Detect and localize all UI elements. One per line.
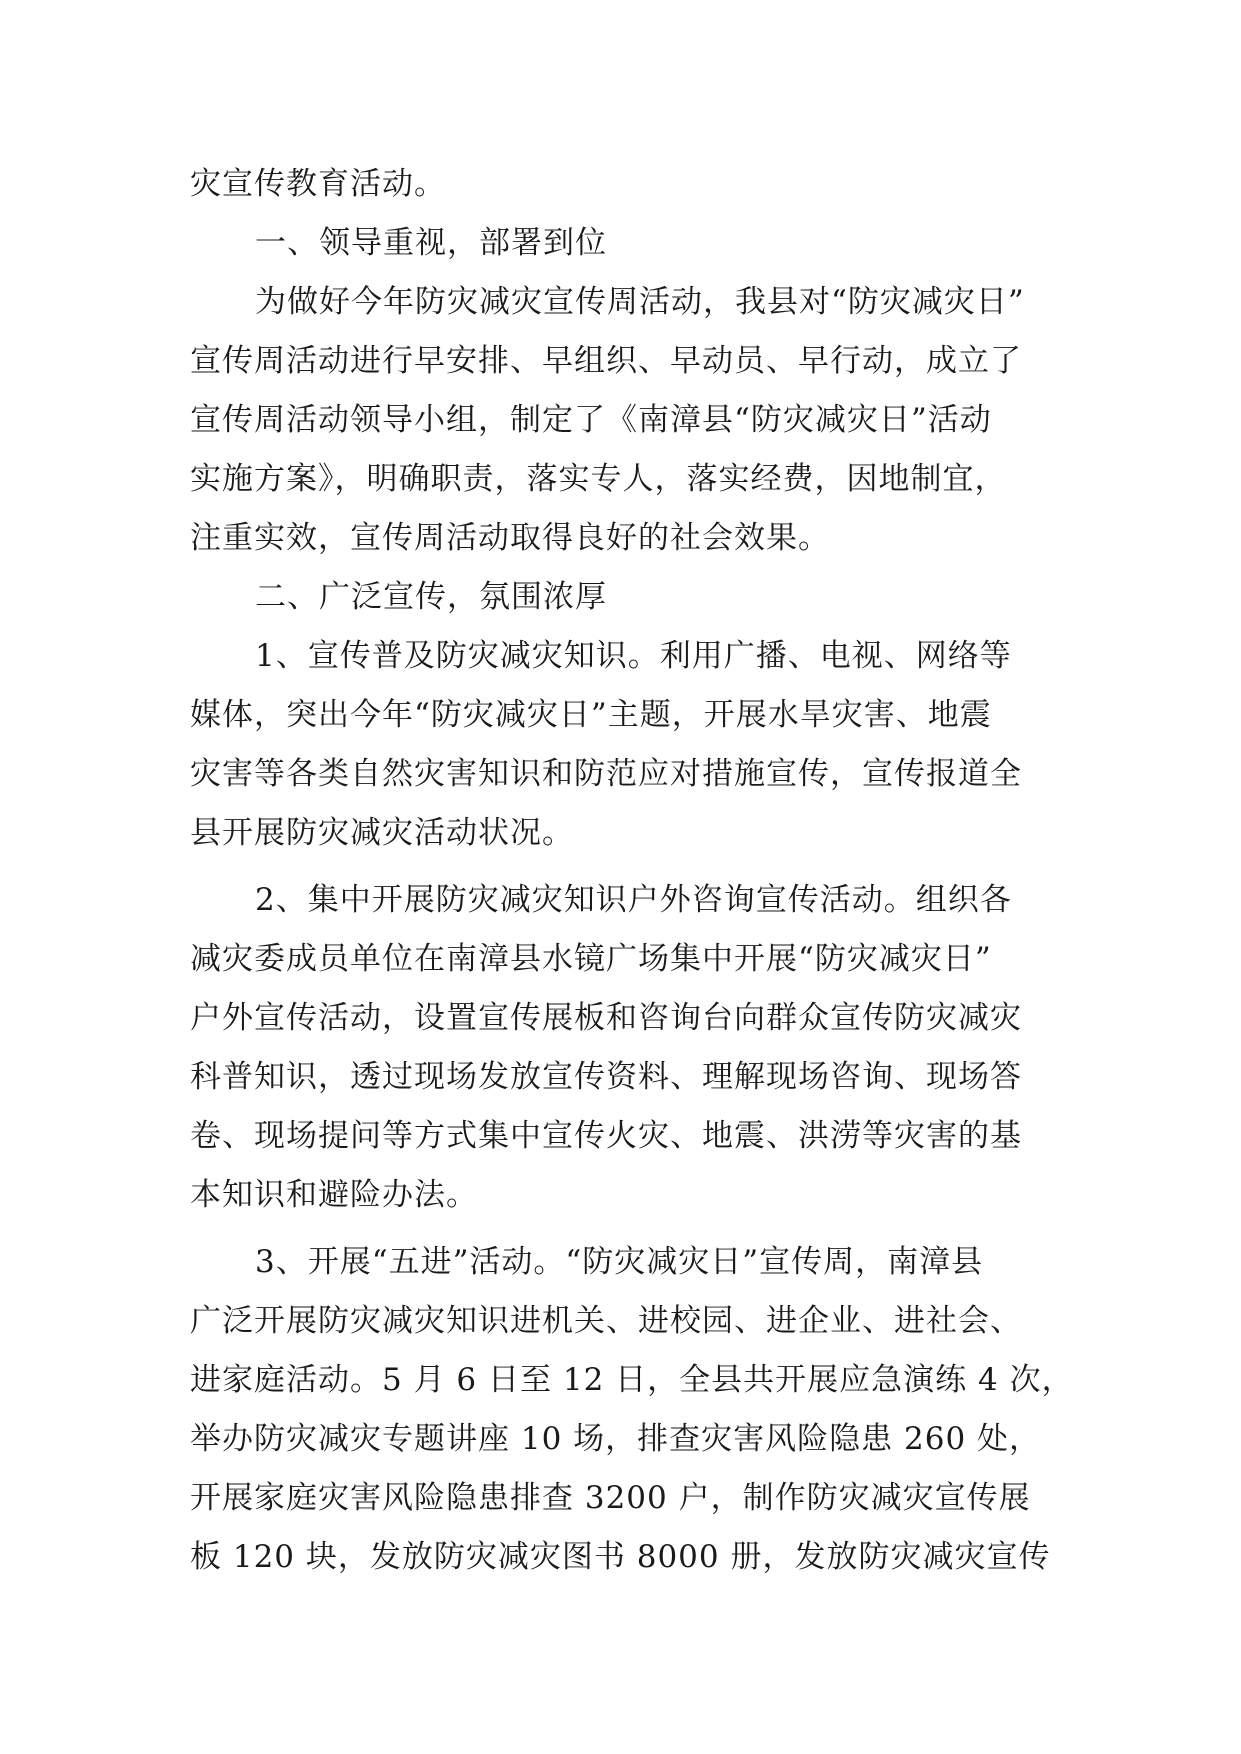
text-line: 科普知识，透过现场发放宣传资料、理解现场咨询、现场答 [190,1059,1022,1095]
text-line: 实施方案》，明确职责，落实专人，落实经费，因地制宜， [190,461,1007,497]
text-line: 1、宣传普及防灾减灾知识。利用广播、电视、网络等 [255,638,1012,674]
text-line: 减灾委成员单位在南漳县水镜广场集中开展“防灾减灾日” [190,941,992,977]
paragraph-leadership [190,273,1040,568]
text-line: 开展家庭灾害风险隐患排查 3200 户，制作防灾减灾宣传展 [190,1480,1031,1516]
paragraph-continuation [190,155,1040,214]
text-line: 媒体，突出今年“防灾减灾日”主题，开展水旱灾害、地震 [190,697,992,733]
text-line: 广泛开展防灾减灾知识进机关、进校园、进企业、进社会、 [190,1303,1022,1339]
text-line: 县开展防灾减灾活动状况。 [190,815,574,851]
text-line: 户外宣传活动，设置宣传展板和咨询台向群众宣传防灾减灾 [190,1000,1022,1036]
heading-line: 二、广泛宣传，氛围浓厚 [255,579,607,615]
paragraph-item-1 [190,627,1040,863]
section-heading-2 [190,568,1040,627]
text-line: 进家庭活动。5 月 6 日至 12 日，全县共开展应急演练 4 次， [190,1362,1074,1398]
text-line: 宣传周活动进行早安排、早组织、早动员、早行动，成立了 [190,343,1022,379]
text-line: 2、集中开展防灾减灾知识户外咨询宣传活动。组织各 [255,882,1012,918]
heading-line: 一、领导重视，部署到位 [255,225,607,261]
text-line: 灾宣传教育活动。 [190,166,446,202]
paragraph-item-2 [190,871,1040,1225]
text-line: 为做好今年防灾减灾宣传周活动，我县对“防灾减灾日” [255,284,1025,320]
text-line: 举办防灾减灾专题讲座 10 场，排查灾害风险隐患 260 处， [190,1421,1042,1457]
text-line: 宣传周活动领导小组，制定了《南漳县“防灾减灾日”活动 [190,402,992,438]
section-heading-1 [190,214,1040,273]
text-line: 板 120 块，发放防灾减灾图书 8000 册，发放防灾减灾宣传 [190,1539,1051,1575]
text-line: 注重实效，宣传周活动取得良好的社会效果。 [190,520,830,556]
text-line: 3、开展“五进”活动。“防灾减灾日”宣传周，南漳县 [255,1244,984,1280]
paragraph-item-3 [190,1233,1074,1587]
text-line: 本知识和避险办法。 [190,1177,478,1213]
document-body [190,155,1074,1587]
text-line: 灾害等各类自然灾害知识和防范应对措施宣传，宣传报道全 [190,756,1022,792]
text-line: 卷、现场提问等方式集中宣传火灾、地震、洪涝等灾害的基 [190,1118,1022,1154]
